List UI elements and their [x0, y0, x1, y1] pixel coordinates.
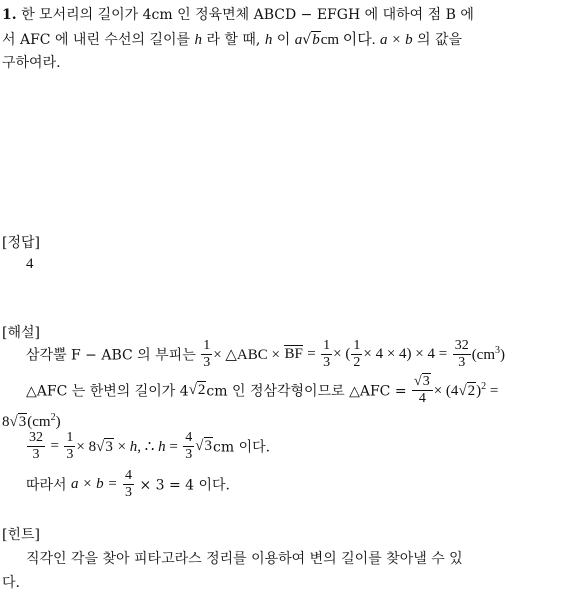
radicand: 3: [18, 414, 27, 430]
solution-line-5: [26, 468, 230, 501]
denominator: 3: [32, 447, 40, 462]
fraction: [321, 338, 332, 371]
math-text: ×: [117, 439, 127, 455]
denominator: 3: [66, 447, 74, 462]
math-text: × (4: [433, 383, 459, 399]
problem-text-2f: 의 값을: [417, 32, 463, 48]
math-text: , ∴: [137, 439, 155, 455]
fraction: [123, 468, 134, 501]
denominator: 2: [353, 355, 361, 370]
unit: (cm: [27, 414, 51, 430]
numerator: 32: [454, 338, 469, 353]
numerator: 1: [323, 338, 331, 353]
exponent: 3: [495, 345, 501, 356]
sqrt: √3: [9, 414, 27, 430]
hint-line-2: 다.: [2, 575, 20, 591]
solution-text: × 3 = 4 이다.: [139, 477, 231, 494]
fraction: [201, 338, 212, 371]
radicand: 2: [467, 383, 476, 399]
denominator: 3: [323, 355, 331, 370]
sqrt-b: √b: [302, 32, 320, 48]
numerator: 1: [66, 430, 74, 445]
fraction: [351, 338, 362, 371]
math-text: × △ABC ×: [213, 347, 280, 363]
solution-text: cm 인 정삼각형이므로 △AFC =: [206, 383, 407, 400]
problem-line-3: [2, 52, 61, 72]
var-h: h: [194, 32, 202, 48]
numerator: 4: [185, 430, 193, 445]
hint-line-1: 직각인 각을 찾아 피타고라스 정리를 이용하여 변의 길이를 찾아낼 수 있: [26, 551, 463, 567]
numerator: 32: [29, 430, 43, 445]
denominator: 3: [458, 355, 466, 370]
segment-bf: BF: [284, 346, 303, 362]
solution-text: cm 이다.: [213, 439, 271, 456]
numerator: 4: [124, 468, 132, 483]
solution-label: [해설]: [2, 325, 40, 341]
exponent: 2: [481, 381, 487, 392]
problem-text-2c: 이: [276, 32, 291, 48]
solution-text: 따라서: [26, 477, 67, 494]
sqrt: √2: [458, 383, 476, 399]
problem-line-2: [2, 28, 462, 49]
problem-text-2d: cm 이다.: [320, 32, 376, 48]
numerator: 1: [353, 338, 361, 353]
math-text: × 4 × 4) × 4 =: [363, 346, 448, 362]
var-h: h: [264, 32, 273, 48]
math-text: =: [307, 346, 316, 362]
problem-line-1: [2, 4, 474, 24]
exponent: 2: [50, 412, 56, 423]
hint-label: [힌트]: [2, 527, 40, 543]
denominator: 3: [185, 447, 193, 462]
math-text: =: [169, 439, 178, 455]
math-text: × (: [333, 346, 351, 362]
radicand: 3: [105, 439, 113, 455]
radicand: 2: [197, 382, 206, 398]
fraction: [64, 430, 75, 463]
radicand: 3: [204, 438, 212, 454]
problem-text-2b: 라 할 때,: [206, 32, 261, 48]
fraction: [412, 374, 433, 407]
problem-text-2a: 서 AFC 에 내린 수선의 길이를: [2, 32, 191, 48]
problem-text-1: 한 모서리의 길이가 4cm 인 정육면체 ABCD − EFGH 에 대하여 점 B 에: [21, 7, 474, 23]
denominator: 3: [124, 485, 132, 500]
math-text: ): [476, 383, 482, 399]
var-b: b: [312, 32, 320, 48]
solution-line-3: [2, 412, 61, 431]
solution-line-2: [26, 374, 498, 407]
solution-line-4: [26, 430, 270, 463]
denominator: 4: [418, 391, 426, 406]
var-a: a: [294, 32, 303, 48]
sqrt: √3: [414, 374, 430, 389]
problem-number: 1.: [2, 7, 17, 23]
radicand: 3: [422, 374, 430, 389]
fraction: [453, 338, 471, 371]
denominator: 3: [203, 355, 211, 370]
sqrt: √3: [195, 438, 212, 454]
var-h: h: [158, 439, 166, 455]
math-text: 8: [2, 414, 10, 430]
expr-a-times-b: a × b: [379, 32, 413, 48]
fraction: [27, 430, 45, 463]
unit: (cm: [471, 347, 496, 363]
sqrt: √3: [96, 439, 113, 455]
solution-text: 삼각뿔 F − ABC 의 부피는: [26, 347, 196, 364]
answer-label: [정답]: [2, 235, 40, 251]
sqrt: √2: [188, 382, 206, 398]
problem-text-3: 구하여라.: [2, 55, 61, 71]
numerator: 1: [203, 338, 211, 353]
solution-text: △AFC 는 한변의 길이가 4: [26, 383, 189, 400]
answer-value: 4: [26, 256, 34, 272]
math-text: =: [489, 383, 499, 399]
fraction: [183, 430, 194, 463]
math-text: × 8: [76, 439, 97, 455]
math-text: ): [55, 414, 61, 430]
var-h: h: [129, 439, 138, 455]
solution-line-1: 삼각뿔 F − ABC 의 부피는 $\frac{1}{3}$ × △ABC × BF = $\frac{1}{3}$ × ( $\frac{1}{2}$ × 4 × 4) × 4 = $\frac{32}{3}$ $(cm^3)$: [26, 338, 506, 370]
math-text: =: [50, 438, 59, 454]
expr-a-times-b: a × b =: [71, 476, 118, 492]
